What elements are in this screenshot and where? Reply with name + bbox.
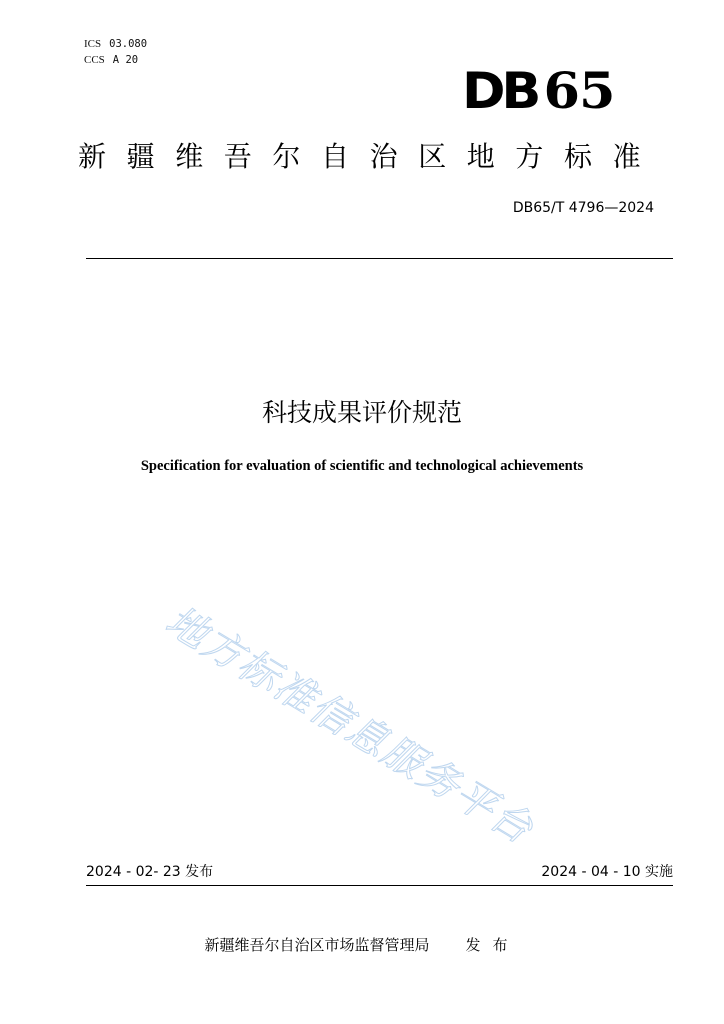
ccs-code xyxy=(84,52,147,68)
logo-letters: DB xyxy=(462,62,538,120)
issuing-region-title: 新疆维吾尔自治区地方标准 xyxy=(78,140,662,173)
implementation-date: 2024 - 04 - 10 实施 xyxy=(541,864,673,880)
standard-number: DB65/T 4796—2024 xyxy=(512,200,654,216)
ics-label: ICS xyxy=(84,38,102,50)
ics-value: 03.080 xyxy=(109,38,148,50)
bottom-divider xyxy=(86,885,673,886)
ccs-value: A 20 xyxy=(112,54,139,66)
watermark: 地方标准信息服务平台 xyxy=(157,597,542,854)
ccs-label: CCS xyxy=(84,54,105,66)
ics-code xyxy=(84,36,147,52)
publisher-action: 发布 xyxy=(465,936,520,954)
publisher-name: 新疆维吾尔自治区市场监督管理局 xyxy=(204,936,430,954)
logo-number: 65 xyxy=(543,61,615,120)
classification-codes xyxy=(84,36,147,68)
publish-date: 2024 - 02- 23 发布 xyxy=(86,864,214,880)
document-title-chinese: 科技成果评价规范 xyxy=(261,398,462,427)
document-title-english: Specification for evaluation of scientific and technological achievements xyxy=(140,458,584,474)
top-divider xyxy=(86,258,673,259)
db65-logo xyxy=(462,62,614,120)
publisher-line xyxy=(0,934,724,956)
